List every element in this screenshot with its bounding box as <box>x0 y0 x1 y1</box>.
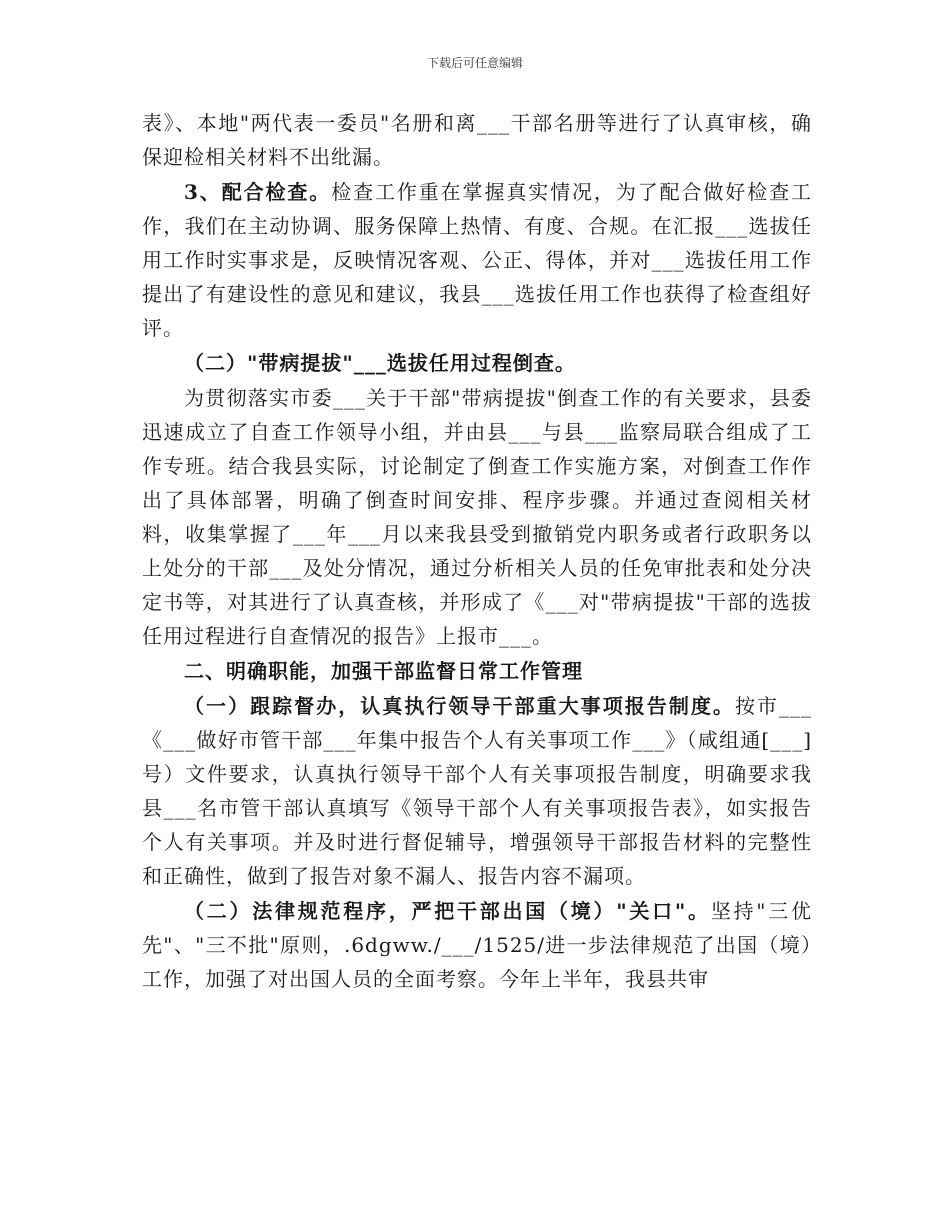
section-heading-review <box>142 346 812 380</box>
paragraph-text: 表》、本地"两代表一委员"名册和离___干部名册等进行了认真审核，确保迎检相关材料不出纰漏。 <box>142 111 812 169</box>
document-body <box>142 106 812 996</box>
paragraph-lead: （二）"带病提拔"___选拔任用过程倒查。 <box>184 351 576 375</box>
page-header: 下载后可任意编辑 <box>426 56 523 70</box>
paragraph-review-body <box>142 381 812 653</box>
section-heading-duties <box>142 654 812 688</box>
paragraph-continuation <box>142 106 812 174</box>
paragraph-text: 坚持"三优先"、"三不批"原则，.6dgww./___/1525/进一步法律规范了出国（境）工作，加强了对出国人员的全面考察。今年上半年，我县共审 <box>142 899 813 991</box>
paragraph-text: 为贯彻落实市委___关于干部"带病提拔"倒查工作的有关要求，县委迅速成立了自查工作领导小组，并由县___与县___监察局联合组成了工作专班。结合我县实际，讨论制定了倒查工作实施方案，对倒查工作作出了具体部署，明确了倒查时间安排、程序步骤。并通过查阅相关材料，收集掌握了___年___月以来我县受到撤销党内职务或者行政职务以上处分的干部___及处分情况，通过分析相关人员的任免审批表和处分决定书等，对其进行了认真查核，并形成了《___对"带病提拔"干部的选拔任用过程进行自查情况的报告》上报市___。 <box>142 386 812 648</box>
paragraph-text: 检查工作重在掌握真实情况，为了配合做好检查工作，我们在主动协调、服务保障上热情、有度、合规。在汇报___选拔任用工作时实事求是，反映情况客观、公正、得体，并对___选拔任用工作提出了有建设性的意见和建议，我县___选拔任用工作也获得了检查组好评。 <box>142 180 812 340</box>
paragraph-overseas-travel <box>142 894 812 996</box>
paragraph-lead: （二）法律规范程序，严把干部出国（境）"关口"。 <box>184 899 711 923</box>
paragraph-lead: 3、配合检查。 <box>184 180 332 204</box>
paragraph-reporting-system <box>142 689 812 893</box>
paragraph-lead: （一）跟踪督办，认真执行领导干部重大事项报告制度。 <box>184 694 735 718</box>
paragraph-lead: 二、明确职能，加强干部监督日常工作管理 <box>184 659 583 683</box>
paragraph-cooperate-inspection <box>142 175 812 345</box>
paragraph-text: 按市___《___做好市管干部___年集中报告个人有关事项工作___》（咸组通[___]号）文件要求，认真执行领导干部个人有关事项报告制度，明确要求我县___名市管干部认真填写《领导干部个人有关事项报告表》，如实报告个人有关事项。并及时进行督促辅导，增强领导干部报告材料的完整性和正确性，做到了报告对象不漏人、报告内容不漏项。 <box>142 694 813 888</box>
